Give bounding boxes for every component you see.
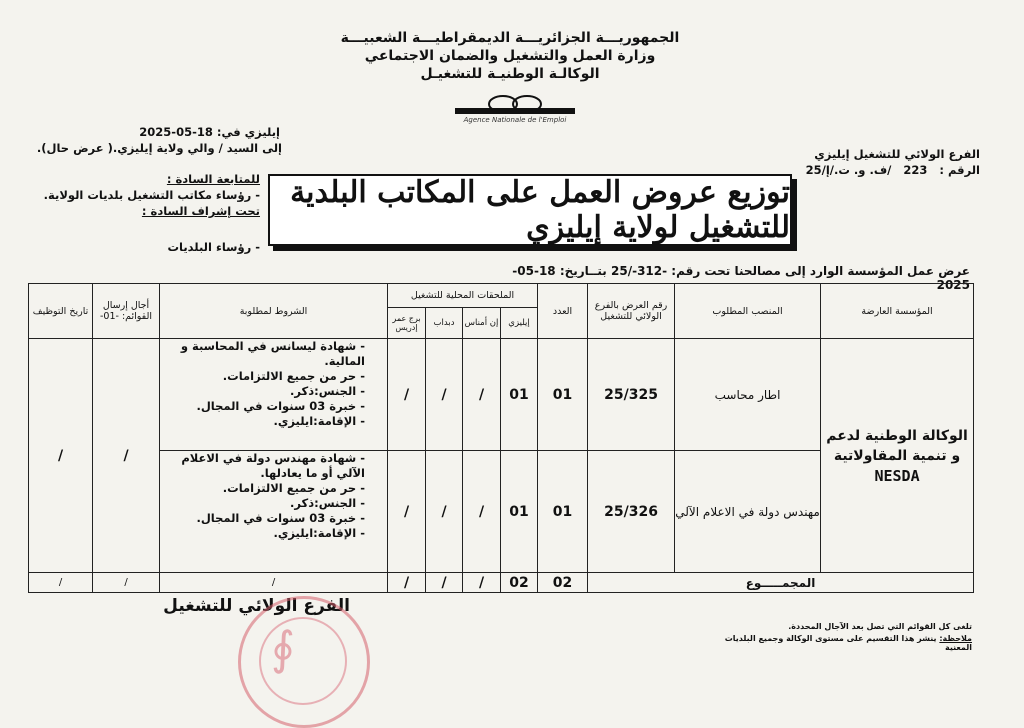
recipient-line: إلى السيد / والي ولاية إيليزي.( عرض حال).: [36, 141, 282, 155]
condition-line: - شهادة مهندس دولة في الاعلام الآلي أو ما يعادلها.: [181, 451, 365, 480]
condition-line: - الإقامة:ايليزي.: [273, 414, 365, 428]
count-cell: 01: [538, 451, 588, 573]
deadline-cell: /: [93, 339, 160, 573]
document-title-box: [268, 174, 792, 246]
total-annex-in-amenas: /: [463, 573, 501, 593]
total-conditions: /: [160, 573, 388, 593]
condition-line: - خبرة 03 سنوات في المجال.: [196, 399, 365, 413]
header-count: العدد: [538, 284, 588, 339]
header-annex-debdeb: دبداب: [426, 308, 463, 339]
total-annex-illizi: 02: [501, 573, 538, 593]
official-stamp-icon: [238, 596, 370, 728]
job-offers-table: [28, 283, 974, 593]
institution-cell: [821, 339, 974, 573]
total-row: [29, 573, 974, 593]
annex-debdeb-cell: /: [426, 339, 463, 451]
position-cell: مهندس دولة في الاعلام الآلي: [675, 451, 821, 573]
total-hiring: /: [29, 573, 93, 593]
footer-note-deadline: تلغى كل القوائم التي تصل بعد الآجال المحددة.: [788, 622, 972, 631]
intro-line: عرض عمل المؤسسة الوارد إلى مصالحنا تحت رقم: -312-/25 بتــاريخ: 18-05-2025: [512, 264, 970, 292]
condition-line: - حر من جميع الالتزامات.: [222, 481, 365, 495]
total-label: المجمـــــوع: [588, 573, 974, 593]
ref-number: 223: [903, 163, 928, 177]
followup-label: للمتابعة السادة :: [166, 172, 260, 186]
annex-in-amenas-cell: /: [463, 339, 501, 451]
sender-reference: [800, 163, 980, 178]
offer-number-cell: 25/325: [588, 339, 675, 451]
date-line: إيليزي في: 18-05-2025: [139, 125, 280, 139]
position-cell: اطار محاسب: [675, 339, 821, 451]
annex-debdeb-cell: /: [426, 451, 463, 573]
annex-bordj-cell: /: [388, 339, 426, 451]
table-row: [29, 339, 974, 451]
conditions-cell: [160, 451, 388, 573]
signature-title: الفرع الولائي للتشغيل: [163, 596, 350, 616]
document-title: توزيع عروض العمل على المكاتب البلدية للتشغيل لولاية إيليزي: [290, 175, 790, 245]
institution-name: الوكالة الوطنية لدعم و تنمية المقاولاتية: [826, 427, 968, 464]
supervision-label: تحت إشراف السادة :: [141, 204, 260, 218]
conditions-cell: [160, 339, 388, 451]
condition-line: - خبرة 03 سنوات في المجال.: [196, 511, 365, 525]
annex-bordj-cell: /: [388, 451, 426, 573]
followup-offices: - رؤساء مكاتب التشغيل بلديات الولاية.: [43, 188, 260, 202]
ref-suffix: /ف. و. ت./إ/25: [805, 163, 892, 177]
header-offer-number: رقم العرض بالفرع الولائي للتشغيل: [588, 284, 675, 339]
count-cell: 01: [538, 339, 588, 451]
total-count: 02: [538, 573, 588, 593]
stamp-signature-icon: ∮: [271, 621, 295, 675]
annex-in-amenas-cell: /: [463, 451, 501, 573]
header-institution: المؤسسة العارضة: [821, 284, 974, 339]
ref-label: الرقم :: [939, 163, 980, 177]
header-annex-bordj-omar-driss: برج عمر إدريس: [388, 308, 426, 339]
note-text: ينشر هذا التقسيم على مستوى الوكالة وجميع البلديات المعنية: [724, 634, 972, 652]
condition-line: - الإقامة:ايليزي.: [273, 526, 365, 540]
condition-line: - الجنس:ذكر.: [290, 496, 365, 510]
header-position: المنصب المطلوب: [675, 284, 821, 339]
mayors-line: - رؤساء البلديات: [167, 240, 260, 254]
header-annex-illizi: إيليزي: [501, 308, 538, 339]
note-label: ملاحظة:: [939, 634, 972, 643]
condition-line: - الجنس:ذكر.: [290, 384, 365, 398]
agency-title: الوكالـة الوطنيـة للتشغيـل: [420, 66, 600, 82]
total-annex-debdeb: /: [426, 573, 463, 593]
condition-line: - شهادة ليسانس في المحاسبة و المالية.: [180, 339, 365, 368]
total-annex-bordj: /: [388, 573, 426, 593]
header-hiring-date: تاريخ التوظيف: [29, 284, 93, 339]
header-annexes: الملحقات المحلية للتشغيل: [388, 284, 538, 308]
sender-branch: الفرع الولائي للتشغيل إيليزي: [814, 147, 980, 161]
header-annex-in-amenas: إن أمناس: [463, 308, 501, 339]
ministry-title: وزارة العمل والتشغيل والضمان الاجتماعي: [364, 48, 656, 64]
footer-note-publication: [700, 634, 972, 652]
institution-abbr: NESDA: [874, 466, 920, 485]
logo-caption: Agence Nationale de l'Emploi: [463, 116, 567, 124]
annex-illizi-cell: 01: [501, 339, 538, 451]
republic-title: الجمهوريـــة الجزائريـــة الديمقراطيـــة الشعبيـــة: [340, 30, 680, 46]
annex-illizi-cell: 01: [501, 451, 538, 573]
agency-logo-icon: [455, 92, 575, 132]
total-deadline: /: [93, 573, 160, 593]
condition-line: - حر من جميع الالتزامات.: [222, 369, 365, 383]
header-deadline: أجال إرسال القوائم: -01-: [93, 284, 160, 339]
hiring-date-cell: /: [29, 339, 93, 573]
header-conditions: الشروط لمطلوبة: [160, 284, 388, 339]
offer-number-cell: 25/326: [588, 451, 675, 573]
